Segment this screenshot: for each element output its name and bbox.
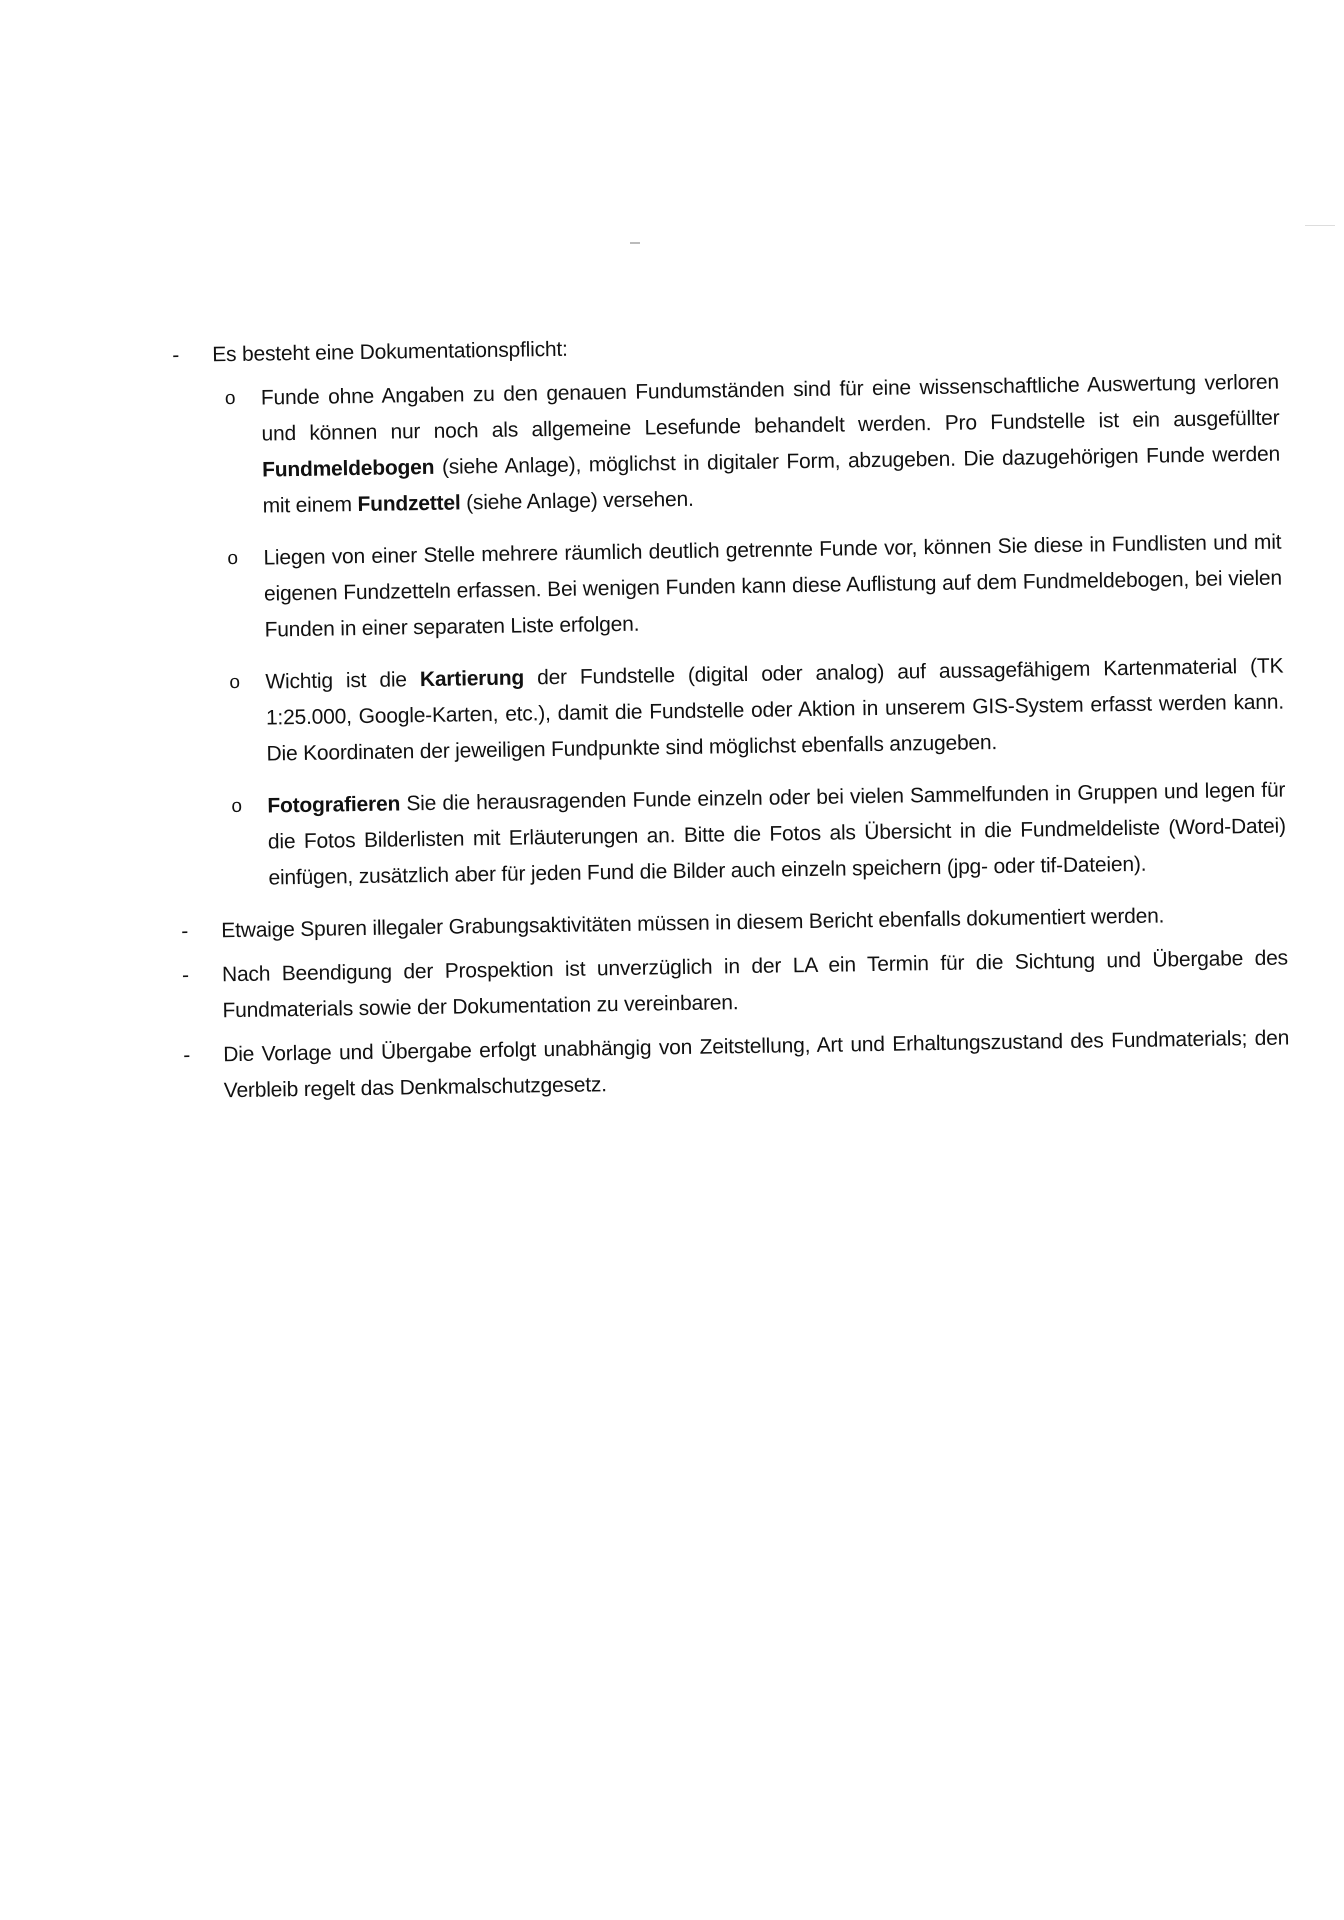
text-part: Wichtig ist die	[265, 668, 421, 694]
text-part: (siehe Anlage), möglichst in digitaler Form, abzugeben. Die dazugehörigen Funde werden mit einem	[262, 442, 1281, 518]
text-part: Liegen von einer Stelle mehrere räumlich deutlich getrennte Funde vor, können Sie diese in Fundlisten und mit eigenen Fundzetteln erfassen. Bei wenigen Funden kann diese Auflistung auf dem Fundmeldebogen, bei vielen Funden in einer separaten Liste erfolgen.	[263, 530, 1283, 642]
circle-bullet: o	[231, 795, 242, 818]
circle-bullet: o	[227, 547, 239, 570]
bullet-item-handover	[179, 1020, 1290, 1109]
bullet-text: Die Vorlage und Übergabe erfolgt unabhängig von Zeitstellung, Art und Erhaltungszustand des Fundmaterials; den Verbleib regelt das Denkmalschutzgesetz.	[223, 1026, 1290, 1103]
bold-term-fundmeldebogen: Fundmeldebogen	[261, 455, 435, 482]
dash-bullet: -	[183, 1043, 191, 1067]
bullet-text: Etwaige Spuren illegaler Grabungsaktivitäten müssen in diesem Bericht ebenfalls dokumentiert werden.	[221, 904, 1165, 943]
subitem-fundumstaende	[169, 365, 1281, 526]
dash-bullet: -	[181, 963, 189, 987]
scan-artifact	[630, 242, 640, 244]
bullet-item-illegal-traces	[177, 896, 1287, 949]
subitem-kartierung	[173, 649, 1285, 774]
circle-bullet: o	[224, 387, 236, 410]
bullet-item-documentation	[168, 321, 1278, 374]
bullet-item-appointment	[178, 940, 1289, 1029]
dash-bullet: -	[181, 919, 189, 943]
dash-bullet: -	[172, 343, 180, 367]
subitem-fotografieren	[175, 773, 1287, 898]
document-body	[168, 321, 1290, 1118]
bold-term-fotografieren: Fotografieren	[267, 792, 401, 818]
subitem-fundlisten	[171, 525, 1283, 650]
scan-artifact	[1305, 225, 1335, 226]
text-part: der Fundstelle (digital oder analog) auf aussagefähigem Kartenmaterial (TK 1:25.000, Google-Karten, etc.), damit die Fundstelle oder Aktion in unserem GIS-System erfasst werden kann. Die Koordinaten der jeweiligen Fundpunkte sind möglichst ebenfalls anzugeben.	[265, 654, 1285, 766]
bullet-text: Nach Beendigung der Prospektion ist unverzüglich in der LA ein Termin für die Sichtung und Übergabe des Fundmaterials sowie der Dokumentation zu vereinbaren.	[221, 946, 1289, 1023]
text-part: Sie die herausragenden Funde einzeln oder bei vielen Sammelfunden in Gruppen und legen für die Fotos Bilderlisten mit Erläuterungen an. Bitte die Fotos als Übersicht in die Fundmeldeliste (Word-Datei) einfügen, zusätzlich aber für jeden Fund die Bilder auch einzeln speichern (jpg- oder tif-Dateien).	[267, 778, 1286, 890]
bold-term-kartierung: Kartierung	[419, 666, 525, 692]
bullet-text: Es besteht eine Dokumentationspflicht:	[212, 337, 568, 367]
text-part: (siehe Anlage) versehen.	[460, 487, 694, 515]
circle-bullet: o	[229, 671, 240, 694]
text-part: Funde ohne Angaben zu den genauen Fundumständen sind für eine wissenschaftliche Auswertung verloren und können nur noch als allgemeine Lesefunde behandelt werden. Pro Fundstelle ist ein ausgefüllter	[260, 370, 1280, 446]
bold-term-fundzettel: Fundzettel	[357, 491, 461, 517]
